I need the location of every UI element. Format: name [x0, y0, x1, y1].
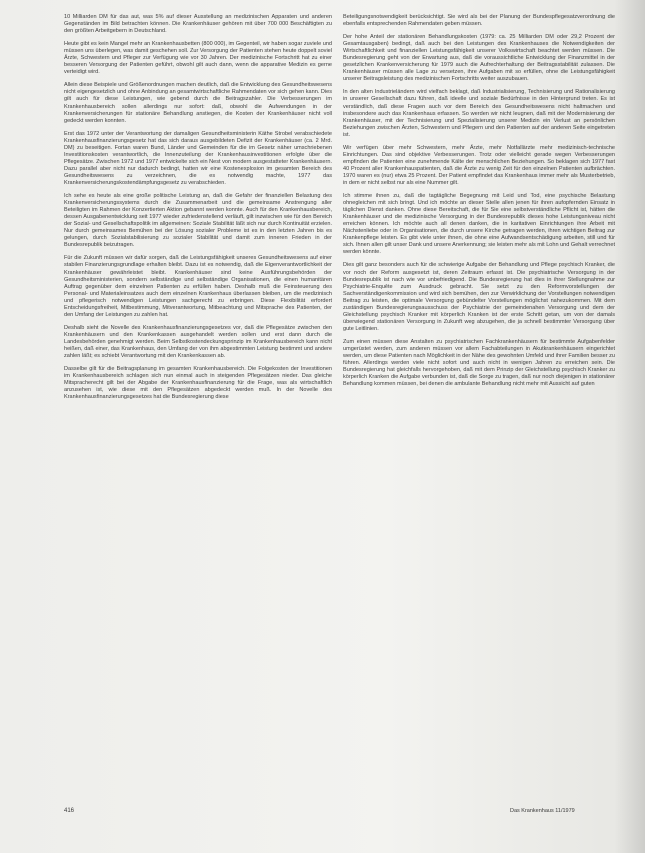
- paragraph: Dasselbe gilt für die Beitragsplanung im gesamten Krankenhausbereich. Die Folgekosten der Investitionen im Krankenhausbereich schlagen sich nun einmal auch in steigenden Pflegesätzen nieder. Das gleiche Mitspracherecht gilt bei der Abgabe der Krankenhausfinanzierung für die Frage, was als wirtschaftlich anzusehen ist, wie diese mit den Pflegesätzen abgedeckt werden muß. In der Novelle des Krankenhausfinanzierungsgesetzes hat die Bundesregierung diese: [64, 366, 332, 401]
- paragraph: Heute gibt es kein Mangel mehr an Krankenhausbetten (800 000), im Gegenteil, wir haben sogar zuviele und müssen uns überlegen, was damit geschehen soll. Zur Versorgung der Patienten stehen heute doppelt soviel Ärzte, Schwestern und Pfleger zur Verfügung wie vor 30 Jahren. Der medizinische Fortschritt hat zu einer besseren Versorgung der Patienten geführt, obwohl gilt auch dann, wenn die apparative Medizin es gerne verteidigt wird.: [64, 41, 332, 76]
- paragraph: Für die Zukunft müssen wir dafür sorgen, daß die Leistungsfähigkeit unseres Gesundheitswesens auf einer stabilen Finanzierungsgrundlage erhalten bleibt. Dazu ist es notwendig, daß die Eigenverantwortlichkeit der Krankenhäuser gewährleistet bleibt. Krankenhäuser sind keine Ausführungsbehörden der Gesundheitsministerien, sondern selbständige und selbständige Organisationen, die einen humanitären Auftrag gegenüber dem einzelnen Patienten zu erfüllen haben. Deshalb muß die Feinsteuerung des Personal- und Materialeinsatzes auch dem einzelnen Krankenhaus überlassen bleiben, um die medizinisch und pflegerisch notwendigen Leistungen sachgerecht zu erbringen. Diese Flexibilität erfordert Entscheidungsfreiheit, Mitbestimmung, Mitverantwortung, Mitbeachtung und Mitsprache des Patienten, der den Umfang der Leistungen zu zahlen hat.: [64, 255, 332, 318]
- paragraph: Dies gilt ganz besonders auch für die schwierige Aufgabe der Behandlung und Pflege psychisch Kranker, die vor noch der Reform ausgesetzt ist, deren Zeitraum erfasst ist. Die psychiatrische Versorgung in der Bundesrepublik ist nach wie vor unbefriedigend. Die Bundesregierung hat dies in ihrer Stellungnahme zur Psychiatrie-Enquête zum Ausdruck gebracht. Sie setzt zu den Reformvorstellungen der Sachverständigenkommission und wird sich bemühen, den zur Verwirklichung der Vorstellungen notwendigen Beitrag zu leisten, die optimale Versorgung gebündelter Vorstellungen möglichst nahezukommen. Mit dem zuständigen Bundesregierungsausschuss der Psychiatrie der gemeindenahen Versorgung und dem der Gleichstellung psychisch Kranker mit körperlich Kranken ist der erste Schritt getan, um von der damals überwiegend stationären Versorgung in Zukunft weg abzugehen, die ja schnell bestimmter Versorgung über gute Leitlinien.: [343, 262, 615, 332]
- left-text-column: [64, 14, 332, 814]
- paragraph: 10 Milliarden DM für das aut, was 5% auf dieser Ausstellung an medizinischen Apparaten und anderen Gegenständen im Bild betrachten können. Die Krankenhäuser gehören mit über 700 000 Beschäftigten zu den größten Arbeitgebern in Deutschland.: [64, 14, 332, 35]
- paragraph: Wir verfügen über mehr Schwestern, mehr Ärzte, mehr Notfallärzte mehr medizinisch-technische Einrichtungen. Das sind objektive Verbesserungen. Trotz oder vielleicht gerade wegen Verbesserungen empfinden die Patienten eine zunehmende Kälte der menschlichen Beziehungen. So beklagen sich 1977 fast 40 Prozent aller Krankenhauspatienten, daß die Ärzte zu wenig Zeit für den einzelnen Patienten aufbrächten. 1970 waren es (nur) etwa 25 Prozent. Der Patient empfindet das Krankenhaus immer mehr als Musterbetrieb, in dem er nicht selbst nur als eine Nummer gilt.: [343, 144, 615, 186]
- paragraph: Ich sehe es heute als eine große politische Leistung an, daß die Gefahr der finanziellen Belastung des Krankenversicherungssystems durch die Zusammenarbeit und die gemeinsame Anstrengung aller Beteiligten im Rahmen der Konzertierten Aktion gebannt werden konnte. Auch für den Krankenhausbereich, dessen Ausgabenentwicklung seit 1977 wieder zufriedenstellend verläuft, gilt inzwischen wie für den Bereich der Sozial- und Gesellschaftspolitik im allgemeinen: Soziale Stabilität läßt sich nur durch Kontinuität erzielen. Nur durch gemeinsames Bemühen bei der Lösung sozialer Probleme ist es in den letzten Jahren bis es gelungen, durch Sozialstabilisierung zu sozialer Stabilität und damit zum inneren Frieden in der Bundesrepublik beizutragen.: [64, 193, 332, 249]
- running-footer: Das Krankenhaus 11/1979: [510, 808, 575, 814]
- paragraph: Zum einen müssen diese Anstalten zu psychiatrischen Fachkrankenhäusern für bestimmte Aufgabenfelder umgerüstet werden, zum anderen müssen vor allem Fachabteilungen in Akutkrankenhäusern eingerichtet werden, um diese Patienten nach Möglichkeit in der Nähe des gewohnten Umfeld und ihrer Familien besser zu führen. Allerdings werden viele nicht sofort und auch nicht in wenigen Jahren zu erreichen sein. Die Bundesregierung hat gleichfalls hervorgehoben, daß mit dem Prinzip der Gleichstellung psychisch Kranker zu körperlich Kranken die Aufgabe verbunden ist, daß die Sorge zu tragen, daß nur noch diejenigen in stationärer Behandlung kommen müssen, bei denen die ambulante Behandlung nicht mehr mit Aussicht auf guten: [343, 338, 615, 388]
- paragraph: Allein diese Beispiele und Größenordnungen machen deutlich, daß die Entwicklung des Gesundheitswesens nicht eigengesetzlich und ohne Anbindung an gesamtwirtschaftliche Rahmendaten vor sich gehen kann. Dies gilt auch für diese Leistungen, wie gebend durch die Beitragszahler. Die Verbesserungen im Krankenhausbereich sollen allerdings nur sofort: daß, obwohl die Aufwendungen in der Krankenversicherungen für stationäre Behandlung anstiegen, die Kosten der Krankenhäuser nicht voll gedeckt werden konnten.: [64, 82, 332, 124]
- paragraph: Ich stimme ihnen zu, daß die tagtägliche Begegnung mit Leid und Tod, eine psychische Belastung ohnegleichen mit sich bringt. Und ich möchte an dieser Stelle allen jenen für ihren aufopfernden Einsatz in täglichen Dienst danken. Ohne diese Bereitschaft, die für Sie eine selbstverständliche Pflicht ist, hätten die Krankenhäuser und die medizinische Versorgung in der Bundesrepublik dieses hohe Leistungsniveau nicht erreichen können. Ich möchte auch all denen danken, die in karitativen Einrichtungen ihre Arbeit mit Nächstenliebe oder in Organisationen, die durch unsere Kirche getragen werden, ihren wichtigen Beitrag zur Krankenpflege leisten. Es gibt viele unter ihnen, die ohne eine Aufwandsentschädigung arbeiten, still und für sich. Ihnen allen gilt unser Dank und unsere Anerkennung; sie leisten mehr als mit Lohn und Gehalt verrechnet werden könnte.: [343, 193, 615, 256]
- paragraph: Beteiligungsnotwendigkeit berücksichtigt. Sie wird als bei der Planung der Bundespflegesatzverordnung die ebenfalls entsprechenden Rahmendaten geben müssen.: [343, 14, 615, 28]
- page-edge-shadow: [615, 0, 645, 853]
- paragraph: In den alten Industrieländern wird vielfach beklagt, daß Industrialisierung, Technisierung und Rationalisierung in unserer Gesellschaft dazu führen, daß ideelle und soziale Bedürfnisse in den Hintergrund treten. Es ist verständlich, daß diese Fragen auch vor dem Bereich des Gesundheitswesens nicht haltmachen und insbesondere auch das Krankenhaus erfassen. So werden wir nicht leugnen, daß mit der Modernisierung der Krankenhäuser, mit der Technisierung und Spezialisierung unserer Medizin ein Verlust an persönlichen Beziehungen zwischen Ärzten, Schwestern und Pflegern und den Patienten auf der anderen Seite eingetreten ist.: [343, 89, 615, 138]
- page-number: 416: [64, 808, 75, 814]
- right-text-column: [343, 14, 615, 804]
- paragraph: Deshalb sieht die Novelle des Krankenhausfinanzierungsgesetzes vor, daß die Pflegesätze zwischen den Krankenhäusern und den Krankenkassen ausgehandelt werden sollen und erst dann durch die Landesbehörden genehmigt werden. Beim Selbstkostendeckungsprinzip im Krankenhausbereich kann nicht heißen, daß einer, das Krankenhaus, den Umfang der von ihm abgestimmten Leistung bestimmt und andere zahlen läßt; es schiebt Verantwortung mit den Krankenkassen ab.: [64, 324, 332, 360]
- paragraph: Der hohe Anteil der stationären Behandlungskosten (1979: ca. 25 Milliarden DM oder 29,2 Prozent der Gesamtausgaben) bedingt, daß auch bei den Leistungen des Krankenhauses die Notwendigkeiten der Wirtschaftlichkeit und finanziellen Leistungsfähigkeit unserer Volkswirtschaft beachtet werden müssen. Die Bundesregierung geht von der Erwartung aus, daß die voraussichtliche Entwicklung der Finanzmittel in der gesetzlichen Krankenversicherung für 1979 auch die Aufrechterhaltung der Beitragsstabilität zulassen. Die Krankenhäuser müssen alle Lage zu versetzen, ihre Aufgaben mit so erfüllen, ohne die Leistungsfähigkeit unserer Beitragsleistung des medizinischen Fortschritts weiter auszubauen.: [343, 34, 615, 83]
- paragraph: Erst das 1972 unter der Verantwortung der damaligen Gesundheitsministerin Käthe Strobel verabschiedete Krankenhausfinanzierungsgesetz hat das sich daraus ausgebildeten Defizit der Krankenhäuser (ca. 2 Mrd. DM) zu beseitigen. Fortan waren Bund, Länder und Gemeinden für die im Gesetz näher umschriebenen Investitionskosten verantwortlich, die Innenzuteilung der Krankenhausinvestitionen erfolgte über die Pflegesätze. Zwischen 1972 und 1977 entwickelte sich ein Nest von modern ausgestatteter Krankenhäusern. Dazu parallel aber nicht nur dadurch bedingt, hatten wir eine Kostenexplosion im gesamten Bereich des Gesundheitswesens zu verzeichnen, die es notwendig machte, 1977 das Krankenversicherungskostendämpfungsgesetz zu verabschieden.: [64, 130, 332, 186]
